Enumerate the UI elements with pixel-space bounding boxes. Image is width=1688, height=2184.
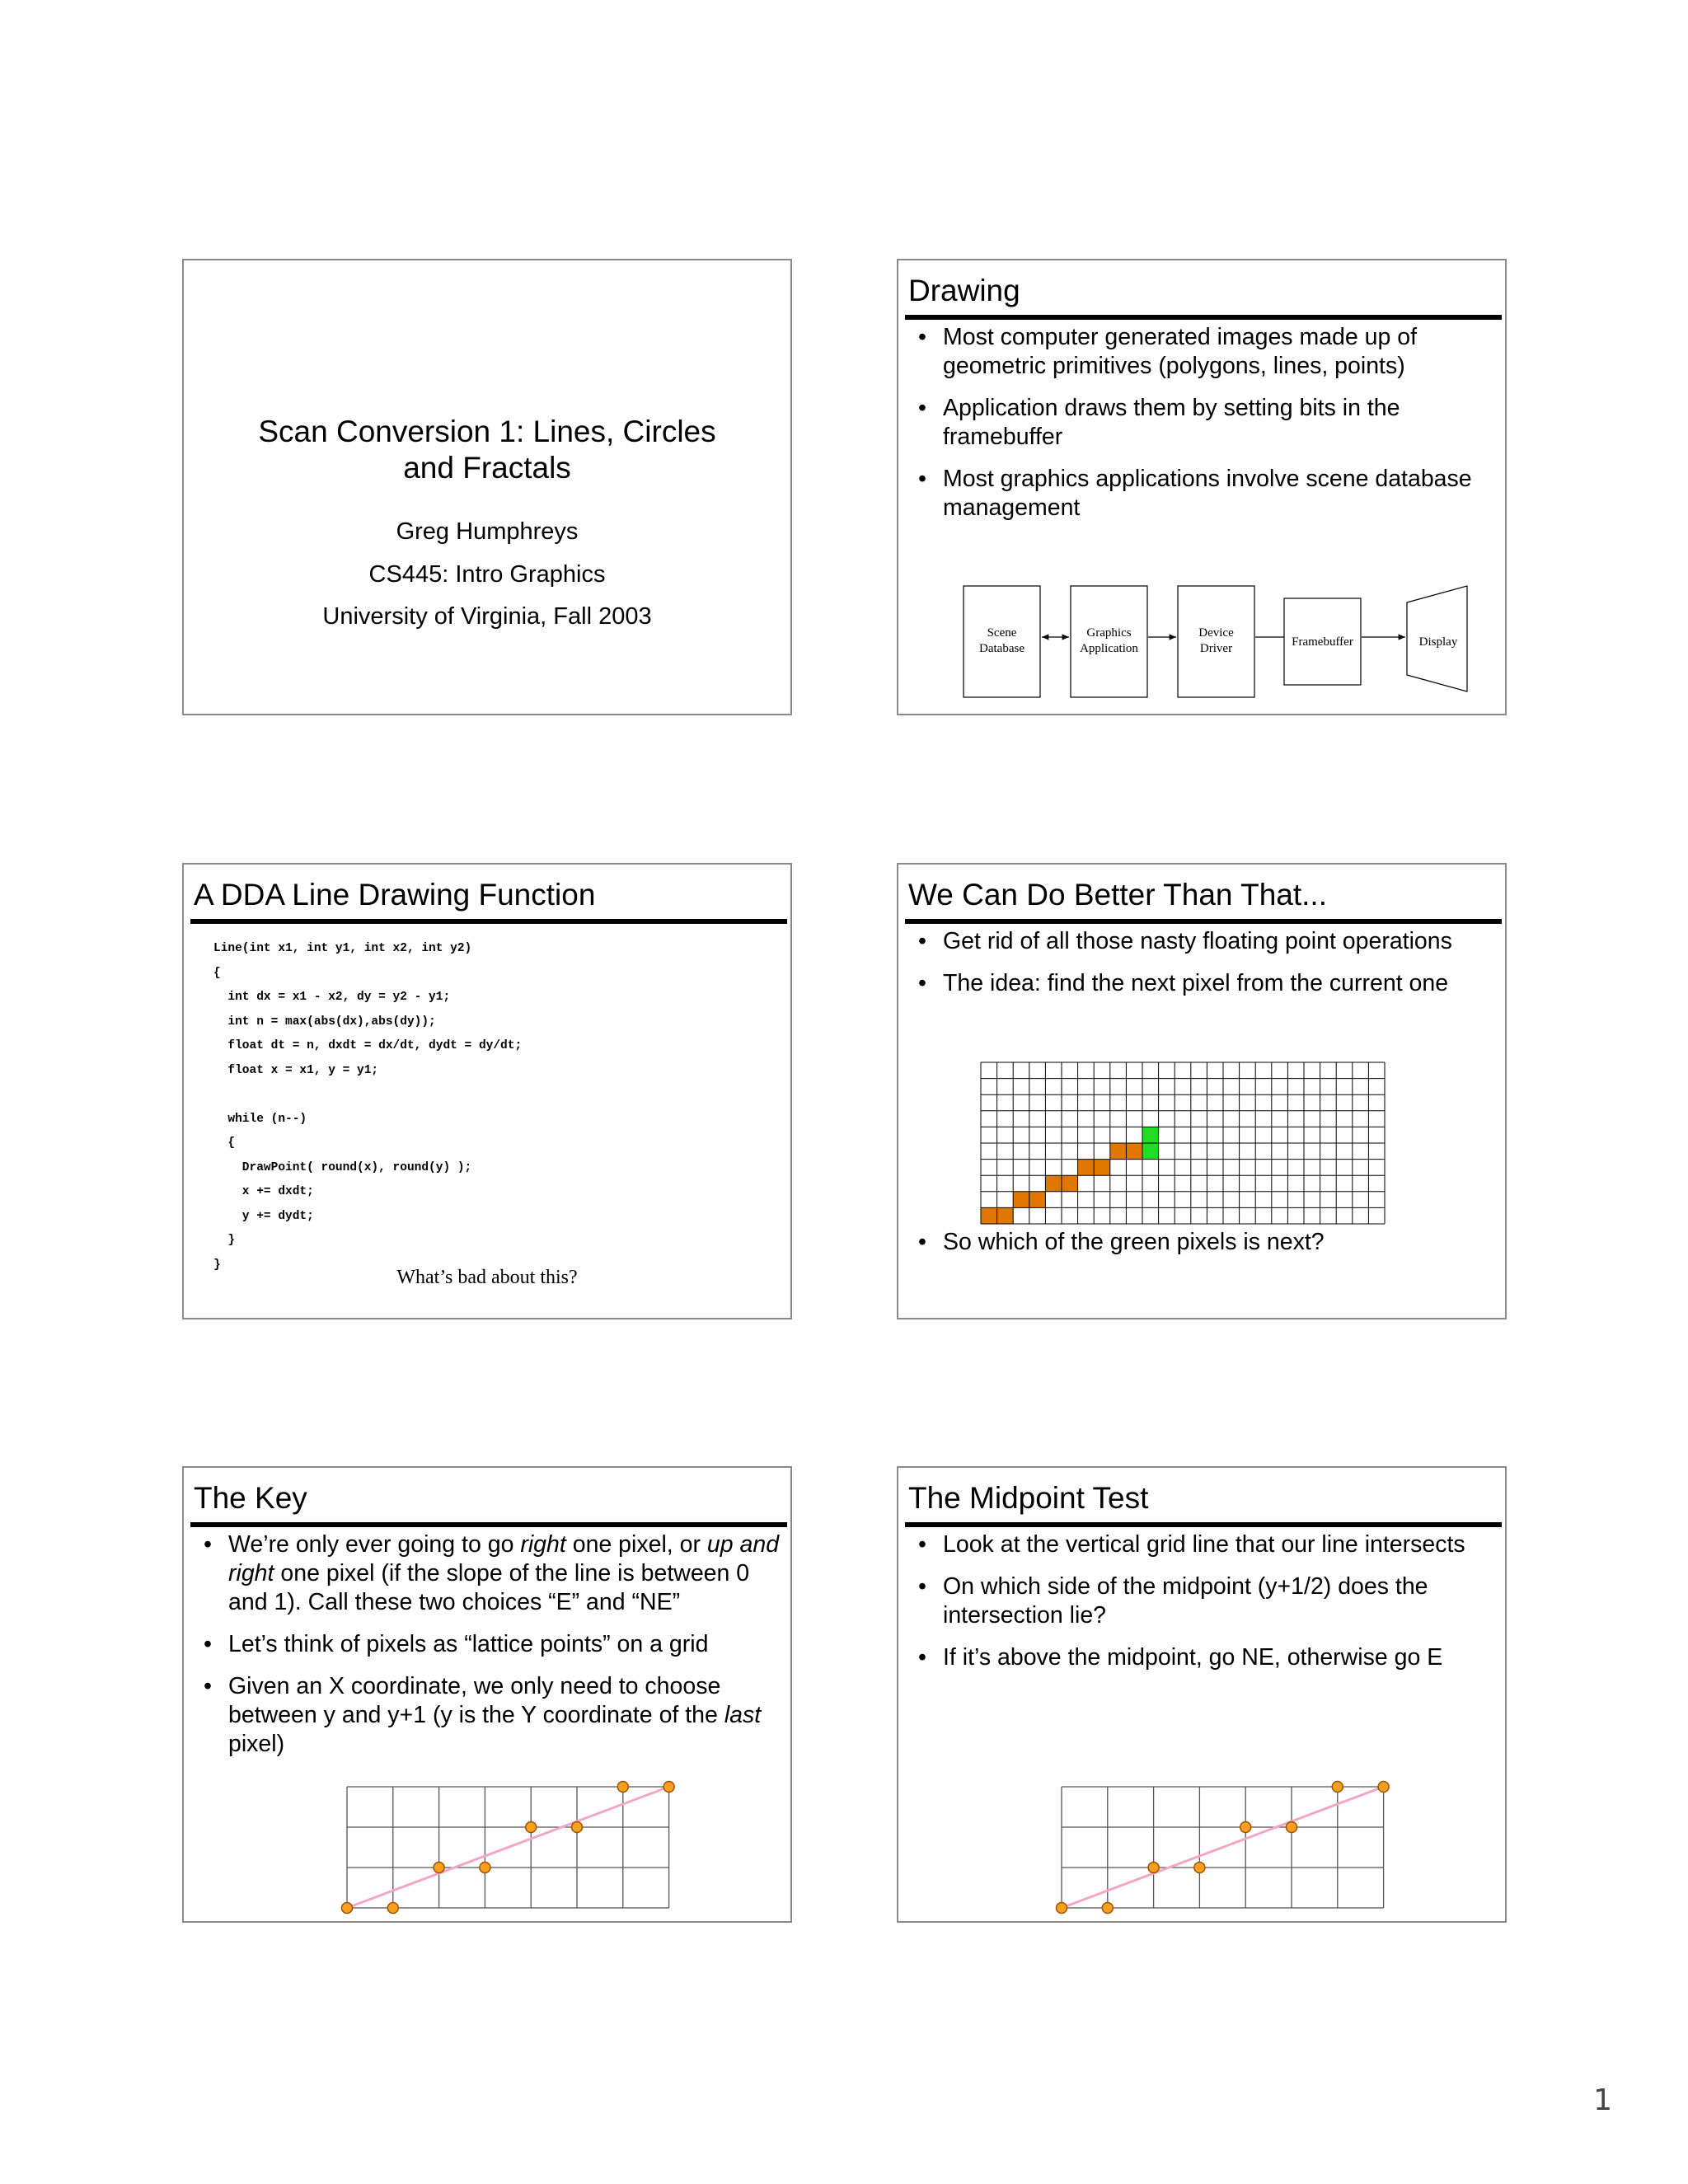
bullet-item: • Look at the vertical grid line that our line intersects [910,1530,1497,1559]
code-line: y += dydt; [213,1209,314,1223]
box2-line2: Application [1080,642,1138,655]
code-line: { [213,966,221,980]
slide-the-key [182,1466,792,1923]
page-number: 1 [1593,2083,1612,2117]
bullet-item: • On which side of the midpoint (y+1/2) does the intersection lie? [910,1572,1497,1630]
box1-line2: Database [979,642,1025,655]
lattice-point [1378,1782,1389,1793]
code-line: float dt = n, dxdt = dx/dt, dydt = dy/dt; [213,1039,523,1052]
bullet-item: • The idea: find the next pixel from the current one [910,969,1497,998]
box3-line2: Driver [1199,642,1233,655]
code-line: DrawPoint( round(x), round(y) ); [213,1160,472,1174]
slide-do-better [897,863,1507,1319]
bullet-item: • Let’s think of pixels as “lattice points” on a grid [195,1630,782,1659]
code-line: } [213,1234,236,1247]
drawn-pixel [1126,1143,1142,1160]
drawn-pixel [1045,1175,1062,1192]
lattice-point [342,1903,353,1914]
bullet-list [195,1530,782,1772]
box1-line1: Scene [987,626,1017,640]
slide-drawing [897,259,1507,715]
lattice-diagram [344,1785,673,1925]
title-rule [905,1522,1502,1527]
slide-title-page [182,259,792,715]
author: Greg Humphreys [396,518,579,545]
title-rule [190,919,787,924]
lattice-point [1148,1863,1159,1873]
lattice-point [1057,1903,1067,1914]
title-line-2: and Fractals [403,451,571,485]
code-block [213,937,522,1277]
code-line: x += dxdt; [213,1185,314,1198]
code-line: { [213,1137,236,1150]
drawn-pixel [1029,1192,1046,1208]
code-line: int n = max(abs(dx),abs(dy)); [213,1015,436,1029]
bullet-item: • Most computer generated images made up of geometric primitives (polygons, lines, points) [910,323,1497,381]
lattice-point [1287,1822,1297,1833]
ideal-line [1062,1787,1384,1908]
candidate-pixel [1142,1143,1159,1160]
slide-title: The Midpoint Test [908,1481,1149,1515]
drawn-pixel [997,1207,1014,1224]
caption: What’s bad about this? [396,1267,578,1288]
drawn-pixel [1078,1160,1095,1176]
slide-title: Drawing [908,274,1020,307]
slide-dda-function [182,863,792,1319]
slide-title: We Can Do Better Than That... [908,878,1327,912]
box3-line1: Device [1198,626,1234,640]
bullet-list-2 [910,1228,1497,1270]
candidate-pixel [1142,1127,1159,1143]
slide-title: A DDA Line Drawing Function [194,878,596,912]
code-line: Line(int x1, int y1, int x2, int y2) [213,942,472,955]
drawn-pixel [1094,1160,1110,1176]
bullet-item: • If it’s above the midpoint, go NE, otherwise go E [910,1643,1497,1672]
lattice-point [387,1903,398,1914]
lattice-point [434,1863,444,1873]
bullet-item: • So which of the green pixels is next? [910,1228,1497,1257]
course: CS445: Intro Graphics [368,561,606,588]
presentation-title [184,414,790,486]
box5-label: Display [1418,635,1458,649]
lattice-point [480,1863,490,1873]
lattice-diagram [1058,1785,1388,1925]
drawn-pixel [981,1207,997,1224]
slide-midpoint-test [897,1466,1507,1923]
bullet-list [910,927,1497,1011]
lattice-point [526,1822,537,1833]
lattice-point [617,1782,628,1793]
ideal-line [347,1787,669,1908]
drawn-pixel [1013,1192,1029,1208]
lattice-point [1194,1863,1205,1873]
bullet-list [910,1530,1497,1685]
slide-title: The Key [194,1481,307,1515]
code-line: while (n--) [213,1112,307,1126]
title-rule [905,919,1502,924]
pipeline-diagram [898,260,1508,717]
pixel-grid [978,1061,1390,1226]
affiliation: University of Virginia, Fall 2003 [322,603,652,630]
drawn-pixel [1110,1143,1127,1160]
box2-line1: Graphics [1086,626,1132,640]
box4-label: Framebuffer [1292,635,1353,649]
title-rule [190,1522,787,1527]
bullet-item: • Get rid of all those nasty floating point operations [910,927,1497,956]
lattice-point [663,1782,674,1793]
lattice-point [1102,1903,1113,1914]
lattice-point [1240,1822,1251,1833]
code-line: int dx = x1 - x2, dy = y2 - y1; [213,991,451,1004]
title-line-1: Scan Conversion 1: Lines, Circles [258,415,716,448]
drawn-pixel [1062,1175,1078,1192]
bullet-item: • Most graphics applications involve scene database management [910,465,1497,523]
lattice-point [572,1822,583,1833]
lattice-point [1332,1782,1343,1793]
bullet-item: • Given an X coordinate, we only need to choose between y and y+1 (y is the Y coordinate of the last pixel) [195,1672,782,1759]
bullet-item: • Application draws them by setting bits in the framebuffer [910,394,1497,452]
code-line: float x = x1, y = y1; [213,1063,379,1077]
bullet-item: • We’re only ever going to go right one pixel, or up and right one pixel (if the slope of the line is between 0 and 1). Call these two choices “E” and “NE” [195,1530,782,1617]
code-line: } [213,1258,221,1272]
